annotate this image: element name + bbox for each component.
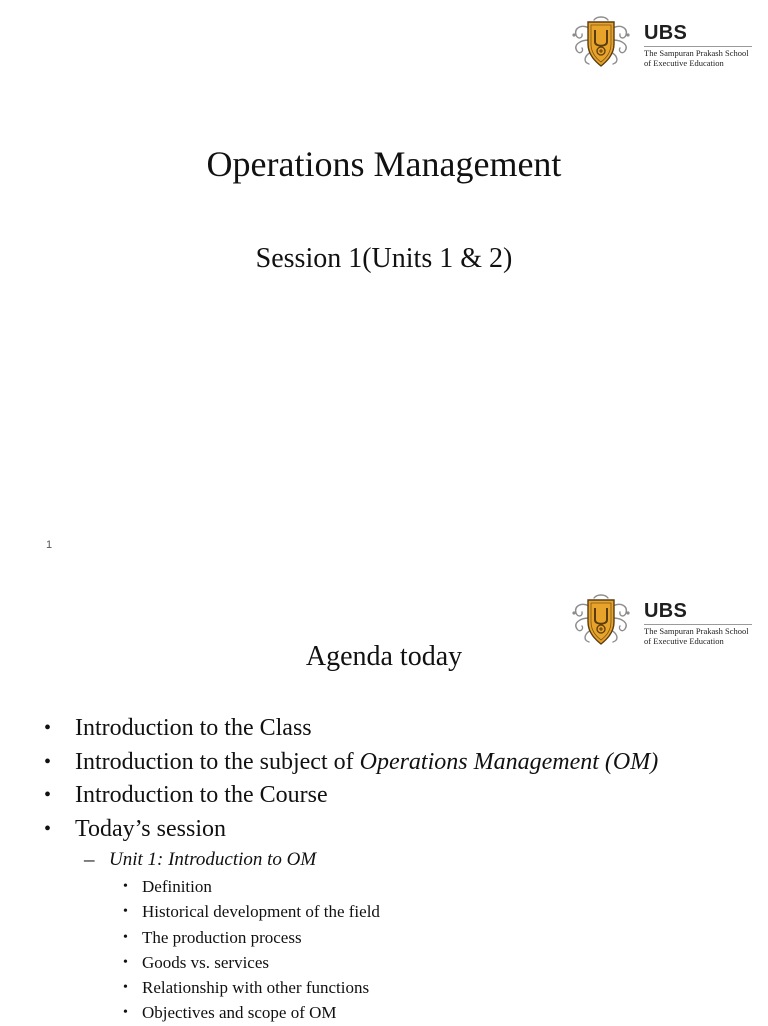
agenda-item-text: Today’s session [75,815,226,842]
slide-title: Operations Management [206,144,562,184]
bullet-icon: • [123,980,128,996]
bullet-icon: • [123,904,128,920]
agenda-title: Agenda today [305,641,463,672]
bullet-icon: • [123,929,128,945]
topic-text: Objectives and scope of OM [142,1003,337,1023]
logo-subtitle [644,48,758,68]
topic-text: The production process [142,927,302,947]
bullet-icon: • [44,784,52,806]
topic-item [123,874,744,899]
topic-item [123,1000,744,1025]
bullet-icon: • [44,750,52,773]
agenda-item [44,813,744,847]
agenda-slide [0,574,768,1024]
agenda-item-emphasis: Operations Management (OM) [359,748,659,775]
agenda-item-text: Introduction to the Class [75,715,312,741]
bullet-icon: • [123,879,128,894]
slide-number: 1 [46,539,53,551]
logo-line-2: of Executive Education [644,636,724,646]
ubs-logo [568,592,758,648]
bullet-icon: • [123,1005,128,1021]
logo-name: UBS [644,600,688,622]
topic-item [123,950,744,975]
logo-divider [644,624,752,625]
agenda-item [44,779,744,813]
bullet-icon: • [44,717,52,739]
topic-item [123,925,744,950]
bullet-icon: • [44,817,52,840]
bullet-icon: • [123,954,128,970]
topic-text: Definition [142,877,212,896]
logo-line-2: of Executive Education [644,58,724,68]
agenda-list [44,712,744,1026]
agenda-item-text: Introduction to the Course [75,782,328,808]
logo-divider [644,46,752,47]
agenda-item [44,746,744,780]
topic-text: Historical development of the field [142,902,380,922]
agenda-item [44,712,744,746]
topic-item [123,975,744,1000]
dash-icon: – [84,847,95,871]
logo-line-1: The Sampuran Prakash School [644,48,749,58]
agenda-item-text: Introduction to the subject of [75,748,360,775]
topic-item [123,899,744,924]
slide-subtitle: Session 1(Units 1 & 2) [255,243,513,274]
logo-name: UBS [644,22,688,44]
unit-label: Unit 1: Introduction to OM [109,849,317,870]
topic-text: Relationship with other functions [142,978,370,998]
topic-text: Goods vs. services [142,952,270,972]
university-crest-icon [568,592,634,648]
ubs-logo [568,14,758,70]
university-crest-icon [568,14,634,70]
unit-item [84,846,744,874]
logo-line-1: The Sampuran Prakash School [644,626,749,636]
